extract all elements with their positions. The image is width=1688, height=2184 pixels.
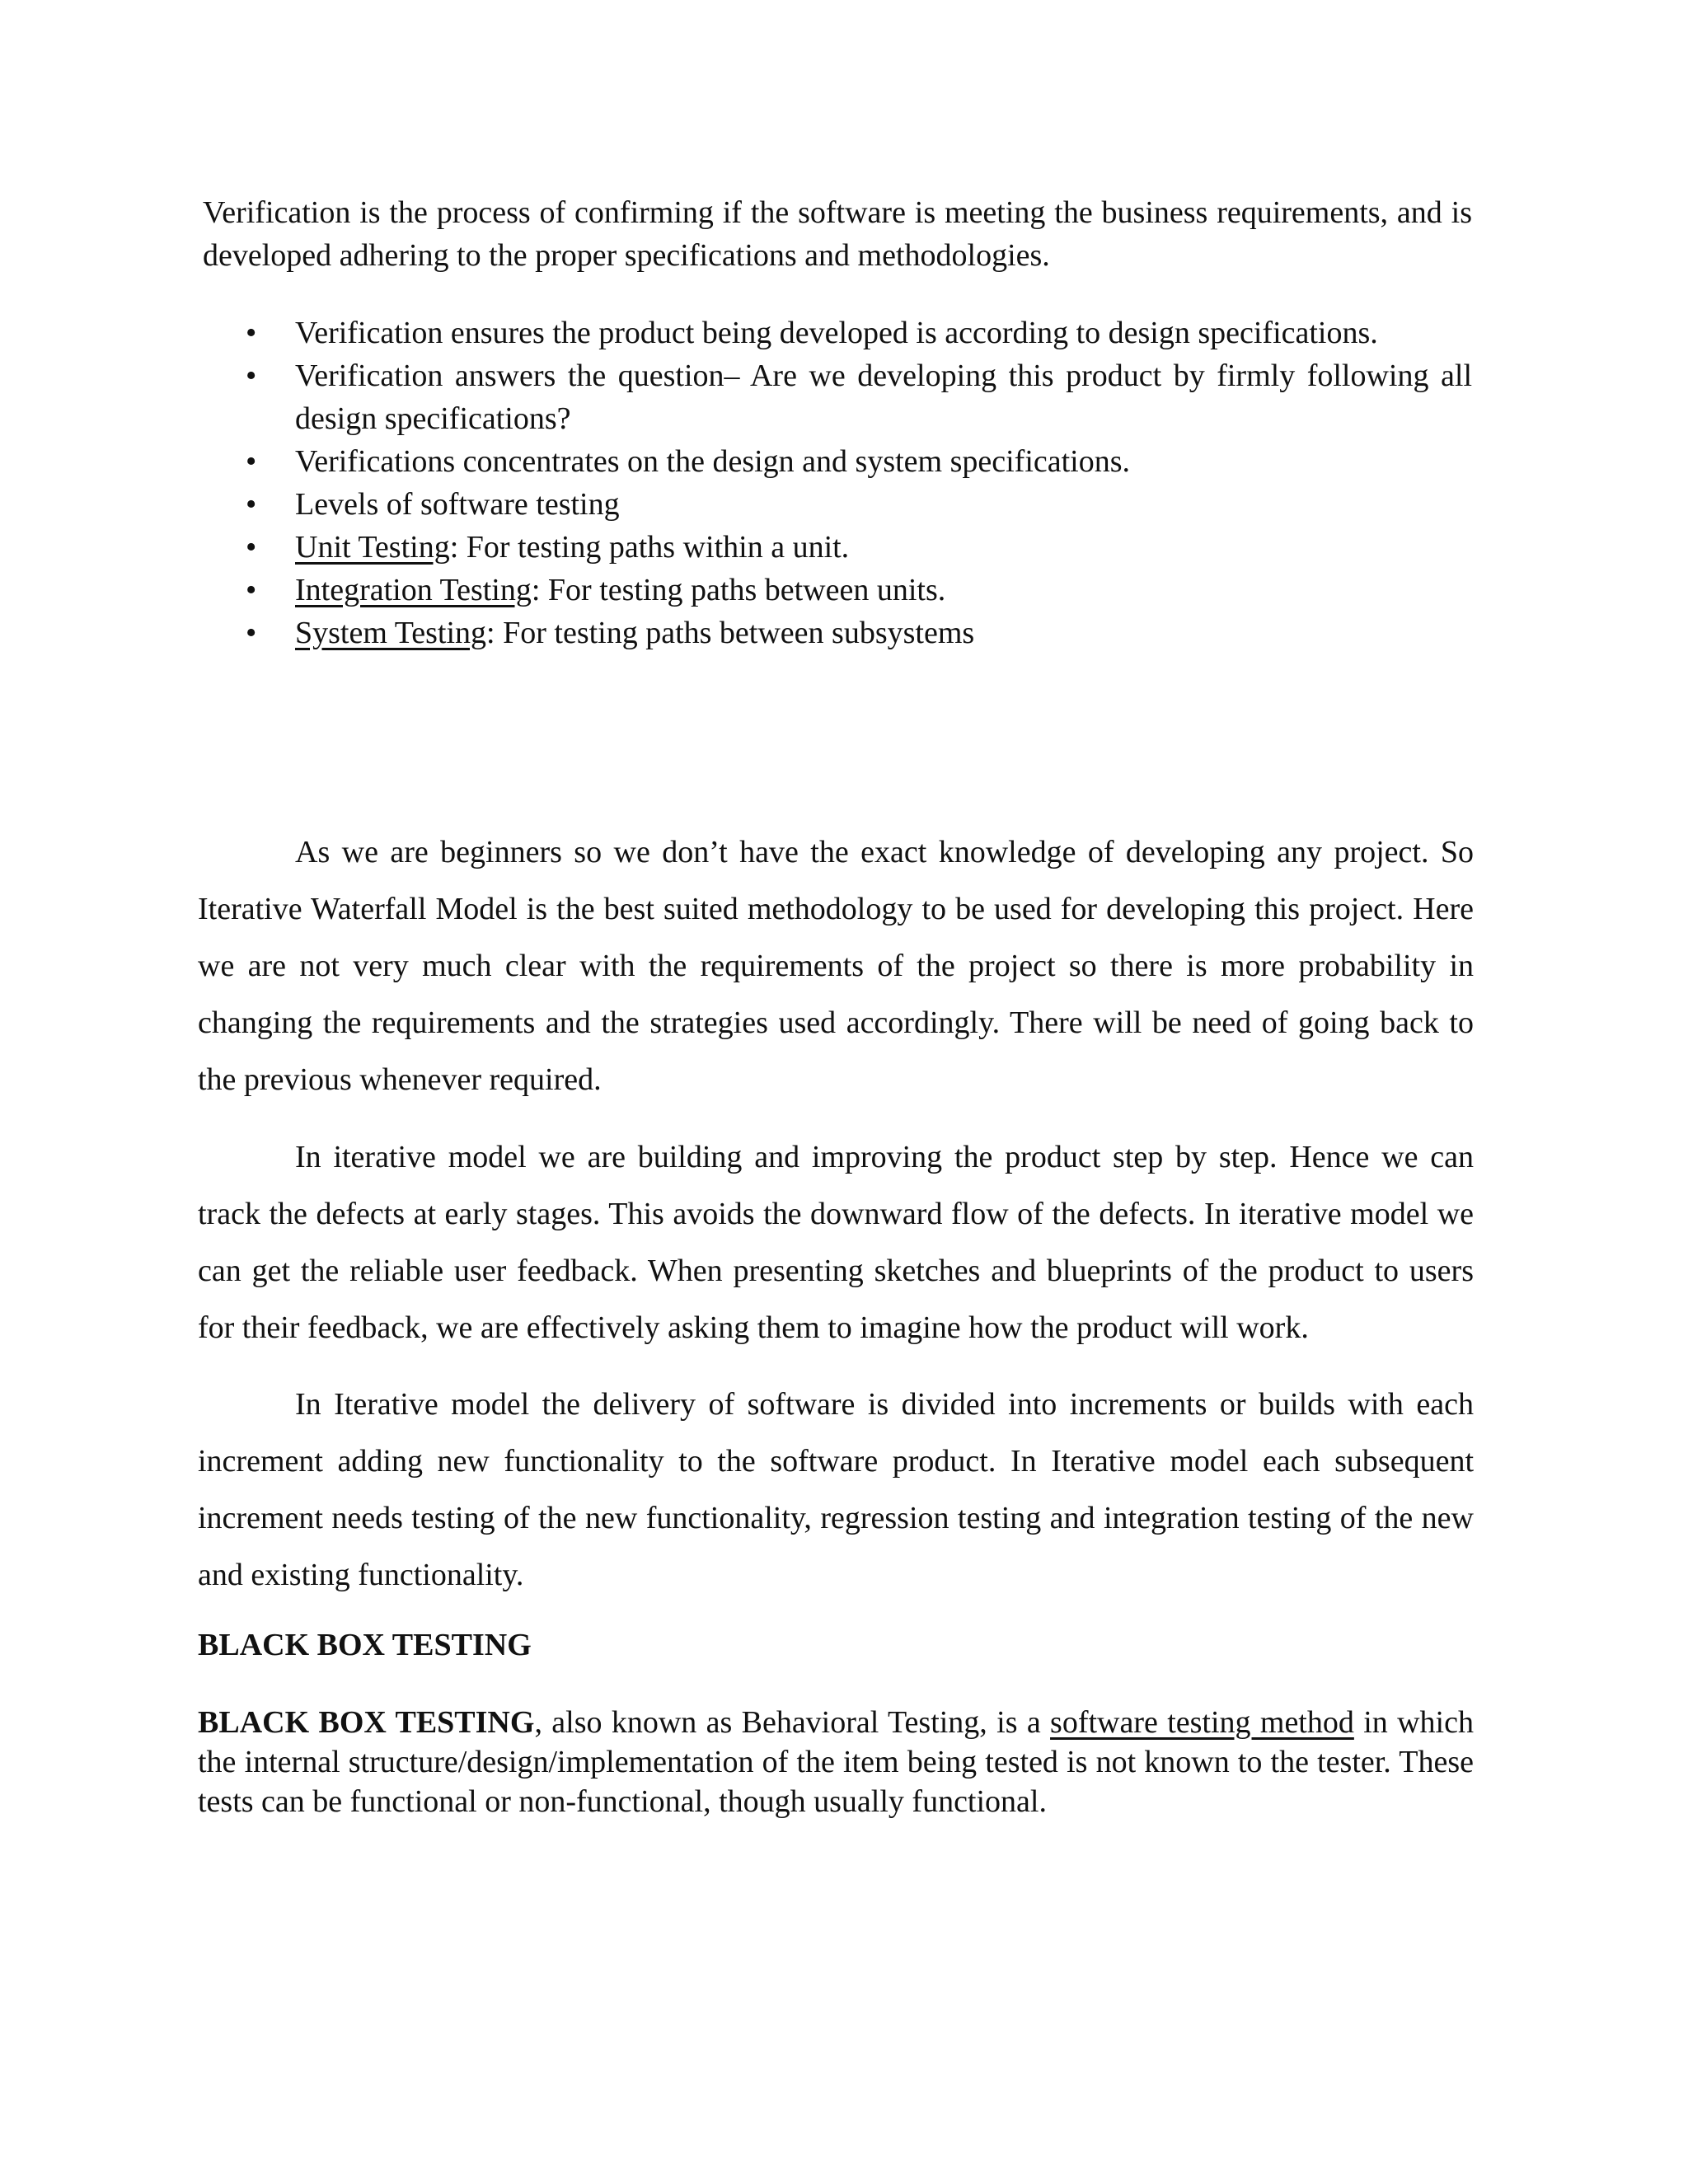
system-testing-term: System Testing — [295, 616, 487, 650]
list-item — [239, 354, 1472, 440]
list-item-text: : For testing paths between subsystems — [486, 616, 975, 650]
bullet-marker: • — [246, 573, 257, 607]
software-testing-method-link[interactable]: software testing method — [1050, 1705, 1354, 1740]
black-box-paragraph — [198, 1703, 1474, 1821]
list-item — [239, 612, 1472, 654]
bullet-marker: • — [246, 359, 257, 393]
intro-paragraph: Verification is the process of confirming if the software is meeting the business requirements, and is developed adhering to the proper specifications and methodologies. — [203, 195, 1472, 273]
list-item — [239, 312, 1472, 354]
list-item — [239, 526, 1472, 569]
black-box-lead-term: BLACK BOX TESTING — [198, 1705, 535, 1740]
black-box-text-b: in which the internal structure/design/implementation of the item being tested is not known to the tester. These tests can be functional or non-functional, though usually functional. — [198, 1705, 1474, 1819]
list-item-text: : For testing paths between units. — [531, 573, 946, 607]
bullet-marker: • — [246, 487, 257, 522]
bullet-marker: • — [246, 444, 257, 479]
list-item-text: Levels of software testing — [295, 487, 620, 522]
bullet-marker: • — [246, 316, 257, 350]
bullet-marker: • — [246, 616, 257, 650]
black-box-text-a: , also known as Behavioral Testing, is a — [534, 1705, 1051, 1740]
integration-testing-term: Integration Testing — [295, 573, 532, 607]
list-item-text: Verification answers the question– Are we developing this product by firmly following all design specifications? — [295, 359, 1472, 436]
list-item — [239, 440, 1472, 483]
black-box-heading: BLACK BOX TESTING — [198, 1628, 532, 1662]
bullet-marker: • — [246, 530, 257, 565]
list-item — [239, 569, 1472, 612]
iterative-model-paragraph: In iterative model we are building and improving the product step by step. Hence we can track the defects at early stages. This avoids the downward flow of the defects. In iterative model we can get the reliable user feedback. When presenting sketches and blueprints of the product to users for their feedback, we are effectively asking them to imagine how the product will work. — [198, 1140, 1474, 1345]
list-item-text: Verifications concentrates on the design and system specifications. — [295, 444, 1131, 479]
verification-bullet-list — [239, 312, 1472, 654]
list-item-text: : For testing paths within a unit. — [449, 530, 850, 565]
unit-testing-term: Unit Testing — [295, 530, 450, 565]
list-item — [239, 483, 1472, 526]
list-item-text: Verification ensures the product being developed is according to design specifications. — [295, 316, 1378, 350]
methodology-paragraph: As we are beginners so we don’t have the exact knowledge of developing any project. So Iterative Waterfall Model is the best suited methodology to be used for developing this project. Here we are not very much clear with the requirements of the project so there is more probability in changing the requirements and the strategies used accordingly. There will be need of going back to the previous whenever required. — [198, 835, 1474, 1097]
increments-paragraph: In Iterative model the delivery of software is divided into increments or builds with each increment adding new functionality to the software product. In Iterative model each subsequent increment needs testing of the new functionality, regression testing and integration testing of the new and existing functionality. — [198, 1387, 1474, 1592]
